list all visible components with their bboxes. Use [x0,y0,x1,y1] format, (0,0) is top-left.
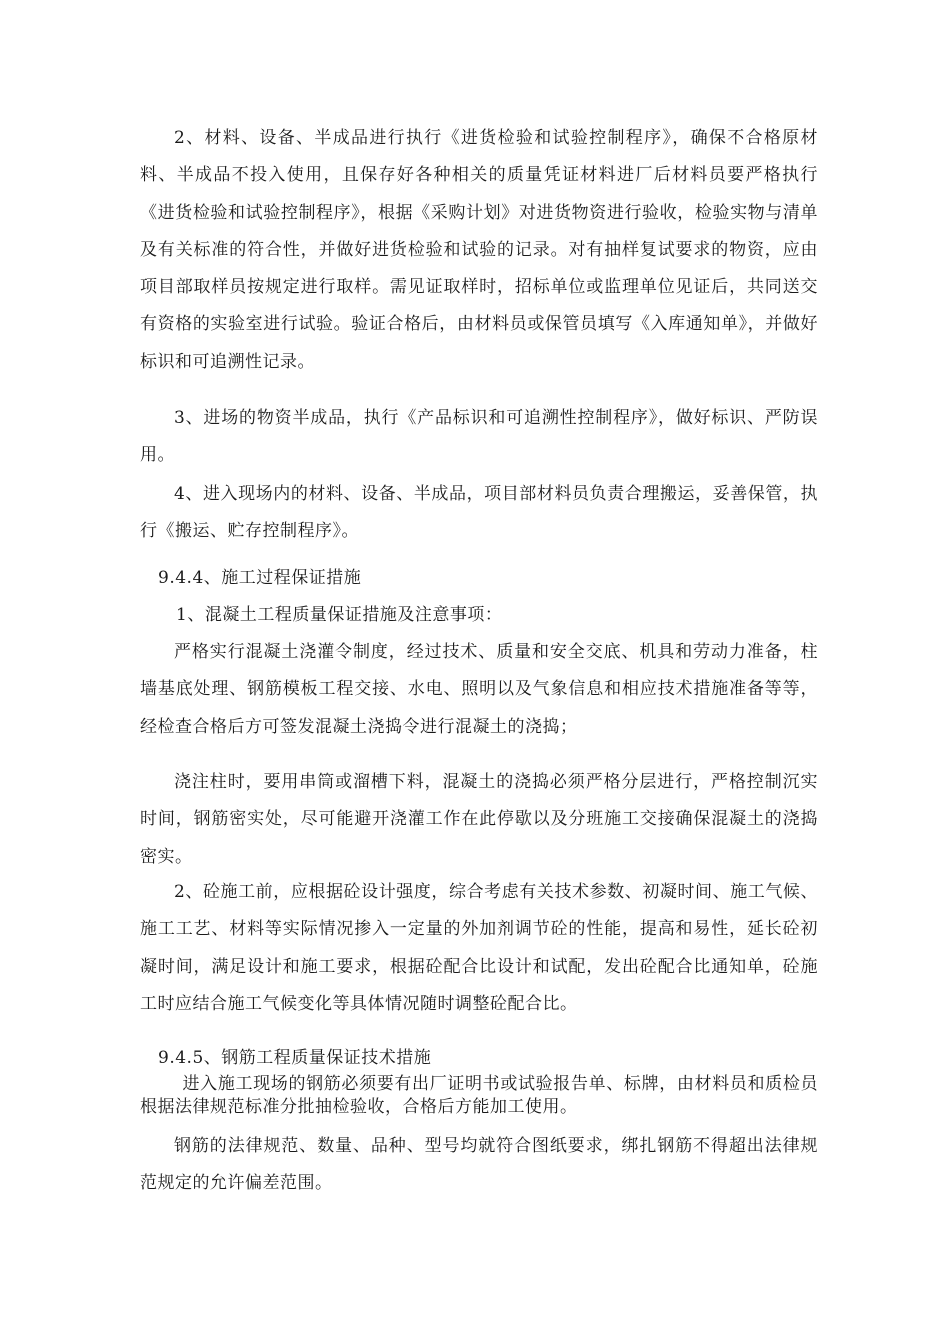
paragraph-column-pouring: 浇注柱时，要用串筒或溜槽下料，混凝土的浇捣必须严格分层进行，严格控制沉实时间，钢筋密实处，尽可能避开浇灌工作在此停歇以及分班施工交接确保混凝土的浇捣密实。 [140,772,818,867]
paragraph-concrete-admixture: 2、砼施工前，应根据砼设计强度，综合考虑有关技术参数、初凝时间、施工气候、施工工艺、材料等实际情况掺入一定量的外加剂调节砼的性能，提高和易性，延长砼初凝时间，满足设计和施工要求，根据砼配合比设计和试配，发出砼配合比通知单，砼施工时应结合施工气候变化等具体情况随时调整砼配合比。 [140,882,818,1014]
section-heading-9-4-5: 9.4.5、钢筋工程质量保证技术措施 [158,1048,432,1068]
paragraph-material-inspection: 2、材料、设备、半成品进行执行《进货检验和试验控制程序》，确保不合格原材料、半成品不投入使用，且保存好各种相关的质量凭证材料进厂后材料员要严格执行《进货检验和试验控制程序》，根据《采购计划》对进货物资进行验收，检验实物与清单及有关标准的符合性，并做好进货检验和试验的记录。对有抽样复试要求的物资，应由项目部取样员按规定进行取样。需见证取样时，招标单位或监理单位见证后，共同送交有资格的实验室进行试验。验证合格后，由材料员或保管员填写《入库通知单》，并做好标识和可追溯性记录。 [140,128,818,372]
subheading-concrete: 1、混凝土工程质量保证措施及注意事项： [176,605,503,625]
paragraph-material-handling: 4、进入现场内的材料、设备、半成品，项目部材料员负责合理搬运，妥善保管，执行《搬运、贮存控制程序》。 [140,484,818,542]
paragraph-rebar-specification: 钢筋的法律规范、数量、品种、型号均就符合图纸要求，绑扎钢筋不得超出法律规范规定的允许偏差范围。 [140,1136,818,1194]
section-heading-9-4-4: 9.4.4、施工过程保证措施 [158,568,362,588]
paragraph-rebar-acceptance: 进入施工现场的钢筋必须要有出厂证明书或试验报告单、标牌，由材料员和质检员根据法律规范标准分批抽检验收，合格后方能加工使用。 [140,1074,818,1117]
paragraph-pouring-order: 严格实行混凝土浇灌令制度，经过技术、质量和安全交底、机具和劳动力准备，柱墙基底处理、钢筋模板工程交接、水电、照明以及气象信息和相应技术措施准备等等，经检查合格后方可签发混凝土浇捣令进行混凝土的浇捣； [140,642,818,737]
paragraph-material-identification: 3、进场的物资半成品，执行《产品标识和可追溯性控制程序》，做好标识、严防误用。 [140,408,818,466]
